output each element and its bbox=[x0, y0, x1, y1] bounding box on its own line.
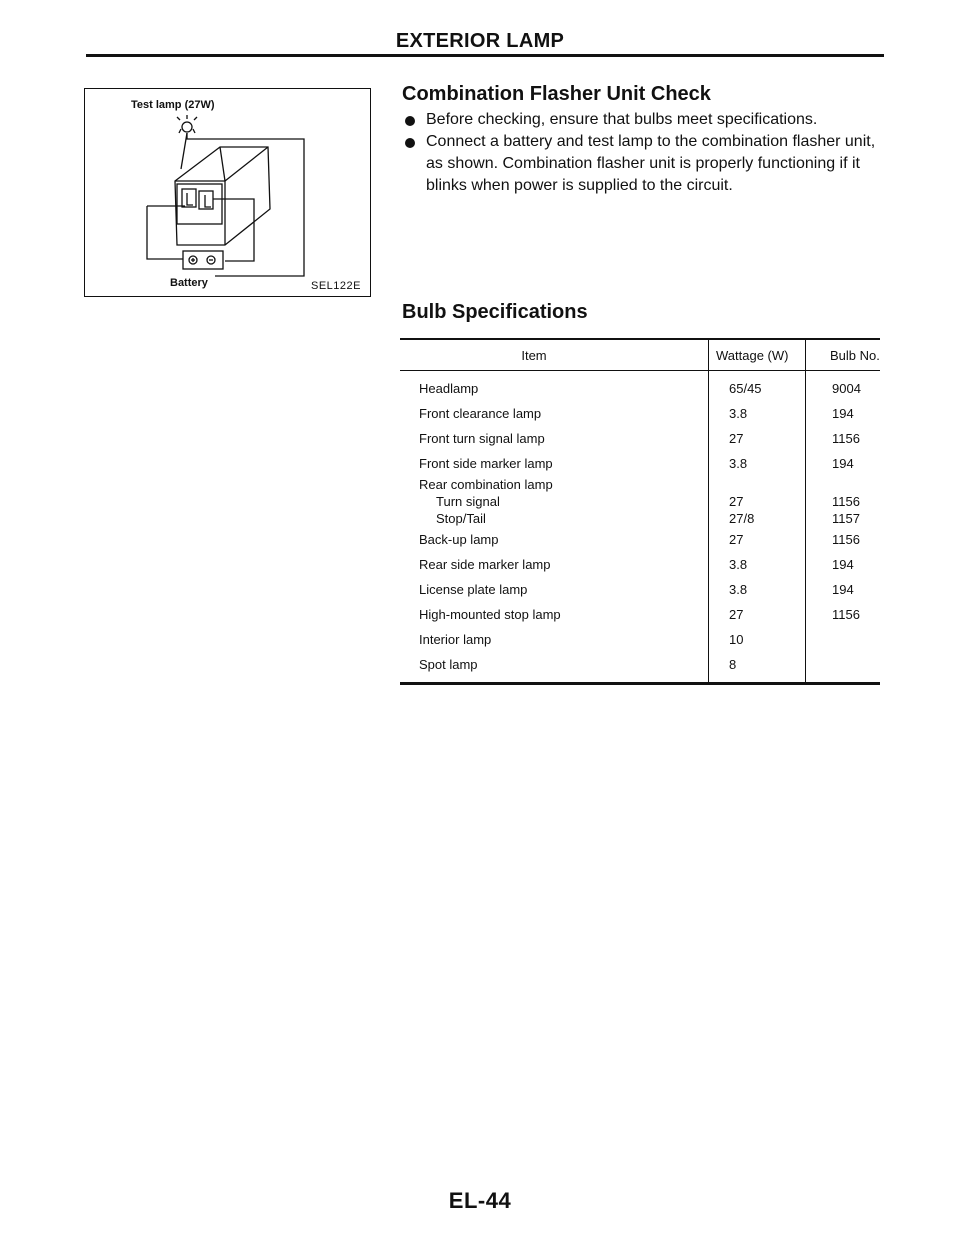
cell-bulb: 194 bbox=[806, 552, 881, 577]
cell-bulb: 194 bbox=[806, 451, 881, 476]
cell-wattage: 8 bbox=[709, 652, 806, 684]
table-row bbox=[400, 493, 880, 510]
cell-item: Stop/Tail bbox=[436, 511, 486, 526]
table-row bbox=[400, 652, 880, 684]
bulb-spec-table bbox=[400, 338, 880, 685]
cell-item: Headlamp bbox=[419, 381, 479, 396]
cell-item: Front side marker lamp bbox=[419, 456, 553, 471]
section-title-bulb-specs: Bulb Specifications bbox=[402, 301, 588, 323]
table-row bbox=[400, 426, 880, 451]
cell-item: Interior lamp bbox=[419, 632, 492, 647]
cell-bulb: 1156 bbox=[806, 527, 881, 552]
test-lamp-icon bbox=[182, 122, 192, 132]
cell-wattage: 27 bbox=[709, 602, 806, 627]
cell-bulb: 194 bbox=[806, 401, 881, 426]
cell-item: High-mounted stop lamp bbox=[419, 607, 561, 622]
col-header-item: Item bbox=[400, 339, 709, 371]
table-row bbox=[400, 627, 880, 652]
cell-wattage bbox=[709, 476, 806, 493]
cell-bulb bbox=[806, 627, 881, 652]
cell-bulb: 9004 bbox=[806, 371, 881, 402]
page-header-title: EXTERIOR LAMP bbox=[395, 30, 565, 52]
cell-item: Spot lamp bbox=[400, 652, 709, 684]
figure-code: SEL122E bbox=[311, 280, 361, 292]
cell-bulb: 194 bbox=[806, 577, 881, 602]
table-row bbox=[400, 401, 880, 426]
bullet-item: Connect a battery and test lamp to the combination flasher unit, as shown. Combination flasher unit is properly functioning if it blinks when power is supplied to the circuit. bbox=[404, 131, 884, 197]
col-header-bulb-no: Bulb No. bbox=[806, 339, 881, 371]
cell-bulb bbox=[806, 476, 881, 493]
flasher-test-diagram bbox=[85, 89, 370, 296]
cell-wattage: 3.8 bbox=[709, 552, 806, 577]
cell-bulb: 1157 bbox=[806, 510, 881, 527]
cell-item: Back-up lamp bbox=[419, 532, 499, 547]
cell-wattage: 27 bbox=[709, 527, 806, 552]
header-rule bbox=[86, 54, 884, 57]
cell-item: Front turn signal lamp bbox=[419, 431, 545, 446]
cell-item: Front clearance lamp bbox=[419, 406, 542, 421]
page-number: EL-44 bbox=[448, 1188, 512, 1213]
cell-bulb: 1156 bbox=[806, 493, 881, 510]
test-lamp-label: Test lamp (27W) bbox=[131, 99, 215, 111]
table-row bbox=[400, 577, 880, 602]
table-header-row bbox=[400, 339, 880, 371]
flasher-test-figure bbox=[84, 88, 371, 297]
cell-wattage: 3.8 bbox=[709, 451, 806, 476]
cell-bulb: 1156 bbox=[806, 602, 881, 627]
cell-item: License plate lamp bbox=[419, 582, 528, 597]
cell-item: Rear combination lamp bbox=[419, 477, 553, 492]
table-row bbox=[400, 602, 880, 627]
table-row bbox=[400, 510, 880, 527]
cell-wattage: 65/45 bbox=[709, 371, 806, 402]
cell-wattage: 3.8 bbox=[709, 401, 806, 426]
cell-wattage: 27/8 bbox=[709, 510, 806, 527]
cell-wattage: 3.8 bbox=[709, 577, 806, 602]
section-title-flasher-check: Combination Flasher Unit Check bbox=[402, 83, 711, 105]
cell-bulb: 1156 bbox=[806, 426, 881, 451]
table-row bbox=[400, 476, 880, 493]
cell-wattage: 27 bbox=[709, 493, 806, 510]
cell-wattage: 10 bbox=[709, 627, 806, 652]
cell-item: Rear side marker lamp bbox=[419, 557, 551, 572]
cell-item: Turn signal bbox=[436, 494, 500, 509]
table-row bbox=[400, 371, 880, 402]
flasher-check-bullets bbox=[404, 109, 884, 197]
table-row bbox=[400, 451, 880, 476]
battery-label: Battery bbox=[170, 277, 208, 289]
table-row bbox=[400, 527, 880, 552]
cell-wattage: 27 bbox=[709, 426, 806, 451]
bullet-item: Before checking, ensure that bulbs meet specifications. bbox=[404, 109, 884, 131]
cell-bulb bbox=[806, 652, 881, 684]
table-row bbox=[400, 552, 880, 577]
col-header-wattage: Wattage (W) bbox=[709, 339, 806, 371]
